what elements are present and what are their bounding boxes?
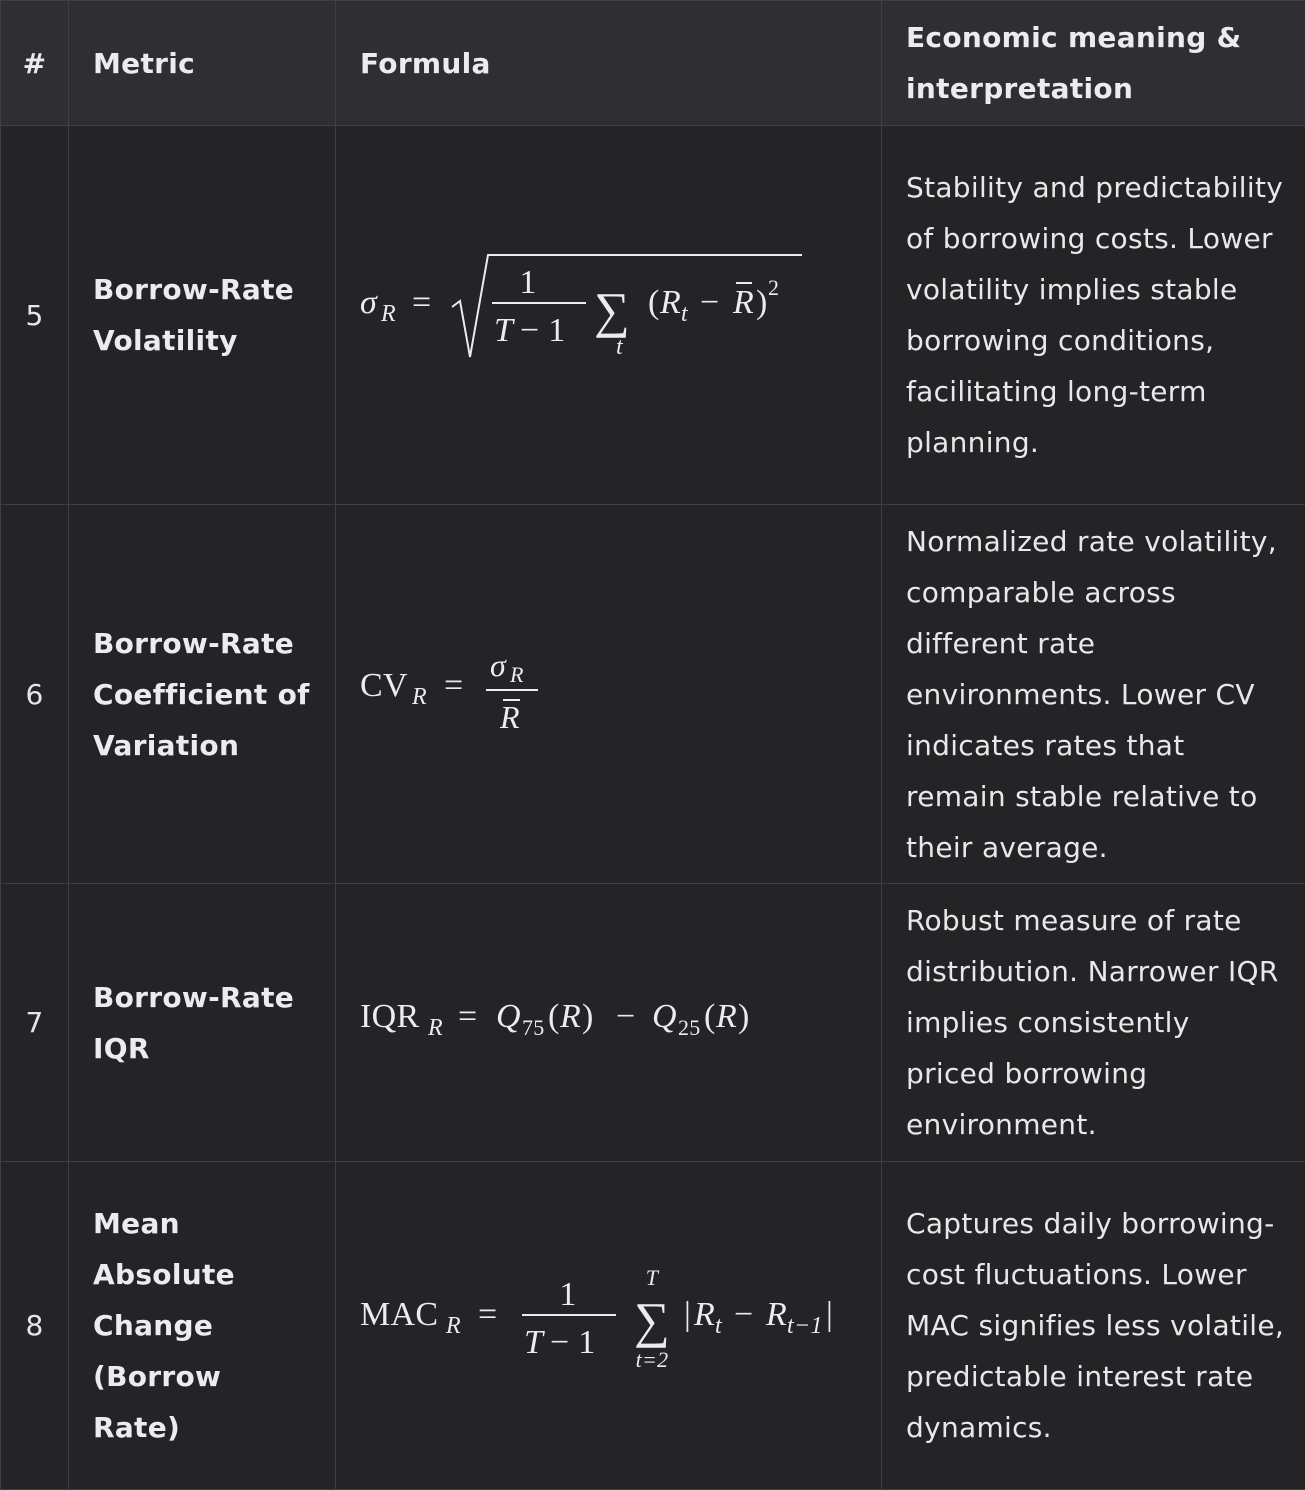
svg-text:∑: ∑ <box>634 1292 670 1348</box>
svg-text:R: R <box>445 1313 461 1339</box>
metric-name: Borrow-Rate IQR <box>69 884 336 1162</box>
svg-text:−: − <box>734 1296 753 1333</box>
svg-text:R: R <box>765 1296 787 1333</box>
table-row <box>1 1162 1305 1490</box>
svg-text:t=2: t=2 <box>636 1347 669 1372</box>
svg-text:R: R <box>427 1015 443 1041</box>
svg-text:t: t <box>616 334 624 360</box>
svg-text:t: t <box>715 1313 723 1339</box>
svg-text:(: ( <box>648 284 660 321</box>
formula-coefficient-of-variation <box>360 636 560 752</box>
svg-text:R: R <box>693 1296 715 1333</box>
svg-text:|: | <box>826 1296 833 1333</box>
svg-text:T: T <box>494 312 515 349</box>
meaning-text: Robust measure of rate distribution. Narrower IQR implies consistently priced borrowing environment. <box>882 884 1305 1162</box>
svg-text:− 1: − 1 <box>520 312 566 349</box>
header-num: # <box>1 1 69 126</box>
formula-cell <box>336 1162 882 1490</box>
svg-text:R: R <box>499 699 520 735</box>
svg-text:t: t <box>681 301 689 327</box>
row-number: 6 <box>1 505 69 884</box>
svg-text:|: | <box>684 1296 691 1333</box>
table-row <box>1 505 1305 884</box>
svg-text:∑: ∑ <box>594 282 630 338</box>
svg-text:R: R <box>659 284 681 321</box>
formula-cell <box>336 126 882 505</box>
metric-name: Mean Absolute Change (Borrow Rate) <box>69 1162 336 1490</box>
formula-cell <box>336 884 882 1162</box>
svg-text:(: ( <box>548 998 560 1035</box>
svg-text:R: R <box>411 684 427 710</box>
svg-text:1: 1 <box>559 1276 576 1313</box>
formula-cell <box>336 505 882 884</box>
row-number: 8 <box>1 1162 69 1490</box>
svg-text:=: = <box>478 1296 497 1333</box>
svg-text:R: R <box>380 301 396 327</box>
svg-text:R: R <box>509 662 524 687</box>
header-row <box>1 1 1305 126</box>
svg-text:R: R <box>559 998 581 1035</box>
svg-text:CV: CV <box>360 667 408 704</box>
row-number: 5 <box>1 126 69 505</box>
svg-text:Q: Q <box>652 998 677 1035</box>
formula-mean-absolute-change <box>360 1263 858 1389</box>
svg-text:1: 1 <box>519 264 536 301</box>
svg-text:T: T <box>646 1265 660 1290</box>
svg-text:−: − <box>700 284 719 321</box>
svg-text:): ) <box>756 284 768 321</box>
metric-name: Borrow-Rate Volatility <box>69 126 336 505</box>
svg-text:=: = <box>458 998 477 1035</box>
svg-text:T: T <box>524 1324 545 1361</box>
svg-text:σ: σ <box>490 647 507 683</box>
svg-text:): ) <box>738 998 750 1035</box>
svg-text:Q: Q <box>496 998 521 1035</box>
svg-text:=: = <box>444 667 463 704</box>
svg-text:): ) <box>582 998 594 1035</box>
header-metric: Metric <box>69 1 336 126</box>
svg-text:IQR: IQR <box>360 998 419 1035</box>
svg-text:− 1: − 1 <box>550 1324 596 1361</box>
svg-text:(: ( <box>704 998 716 1035</box>
svg-text:75: 75 <box>522 1015 545 1040</box>
svg-text:MAC: MAC <box>360 1296 438 1333</box>
svg-text:2: 2 <box>768 275 779 300</box>
svg-text:R: R <box>732 284 754 321</box>
formula-iqr <box>360 985 780 1061</box>
metric-name: Borrow-Rate Coefficient of Variation <box>69 505 336 884</box>
svg-text:=: = <box>412 284 431 321</box>
svg-text:−: − <box>616 998 635 1035</box>
svg-text:R: R <box>715 998 737 1035</box>
row-number: 7 <box>1 884 69 1162</box>
table-row <box>1 884 1305 1162</box>
header-meaning: Economic meaning & interpretation <box>882 1 1305 126</box>
meaning-text: Normalized rate volatility, comparable across different rate environments. Lower CV indicates rates that remain stable relative to their average. <box>882 505 1305 884</box>
svg-text:t−1: t−1 <box>787 1313 823 1339</box>
table-row <box>1 126 1305 505</box>
svg-text:σ: σ <box>360 284 378 321</box>
svg-text:25: 25 <box>678 1015 701 1040</box>
formula-volatility <box>360 247 810 383</box>
header-formula: Formula <box>336 1 882 126</box>
meaning-text: Stability and predictability of borrowing costs. Lower volatility implies stable borrowing conditions, facilitating long-term planning. <box>882 126 1305 505</box>
meaning-text: Captures daily borrowing-cost fluctuations. Lower MAC signifies less volatile, predictable interest rate dynamics. <box>882 1162 1305 1490</box>
